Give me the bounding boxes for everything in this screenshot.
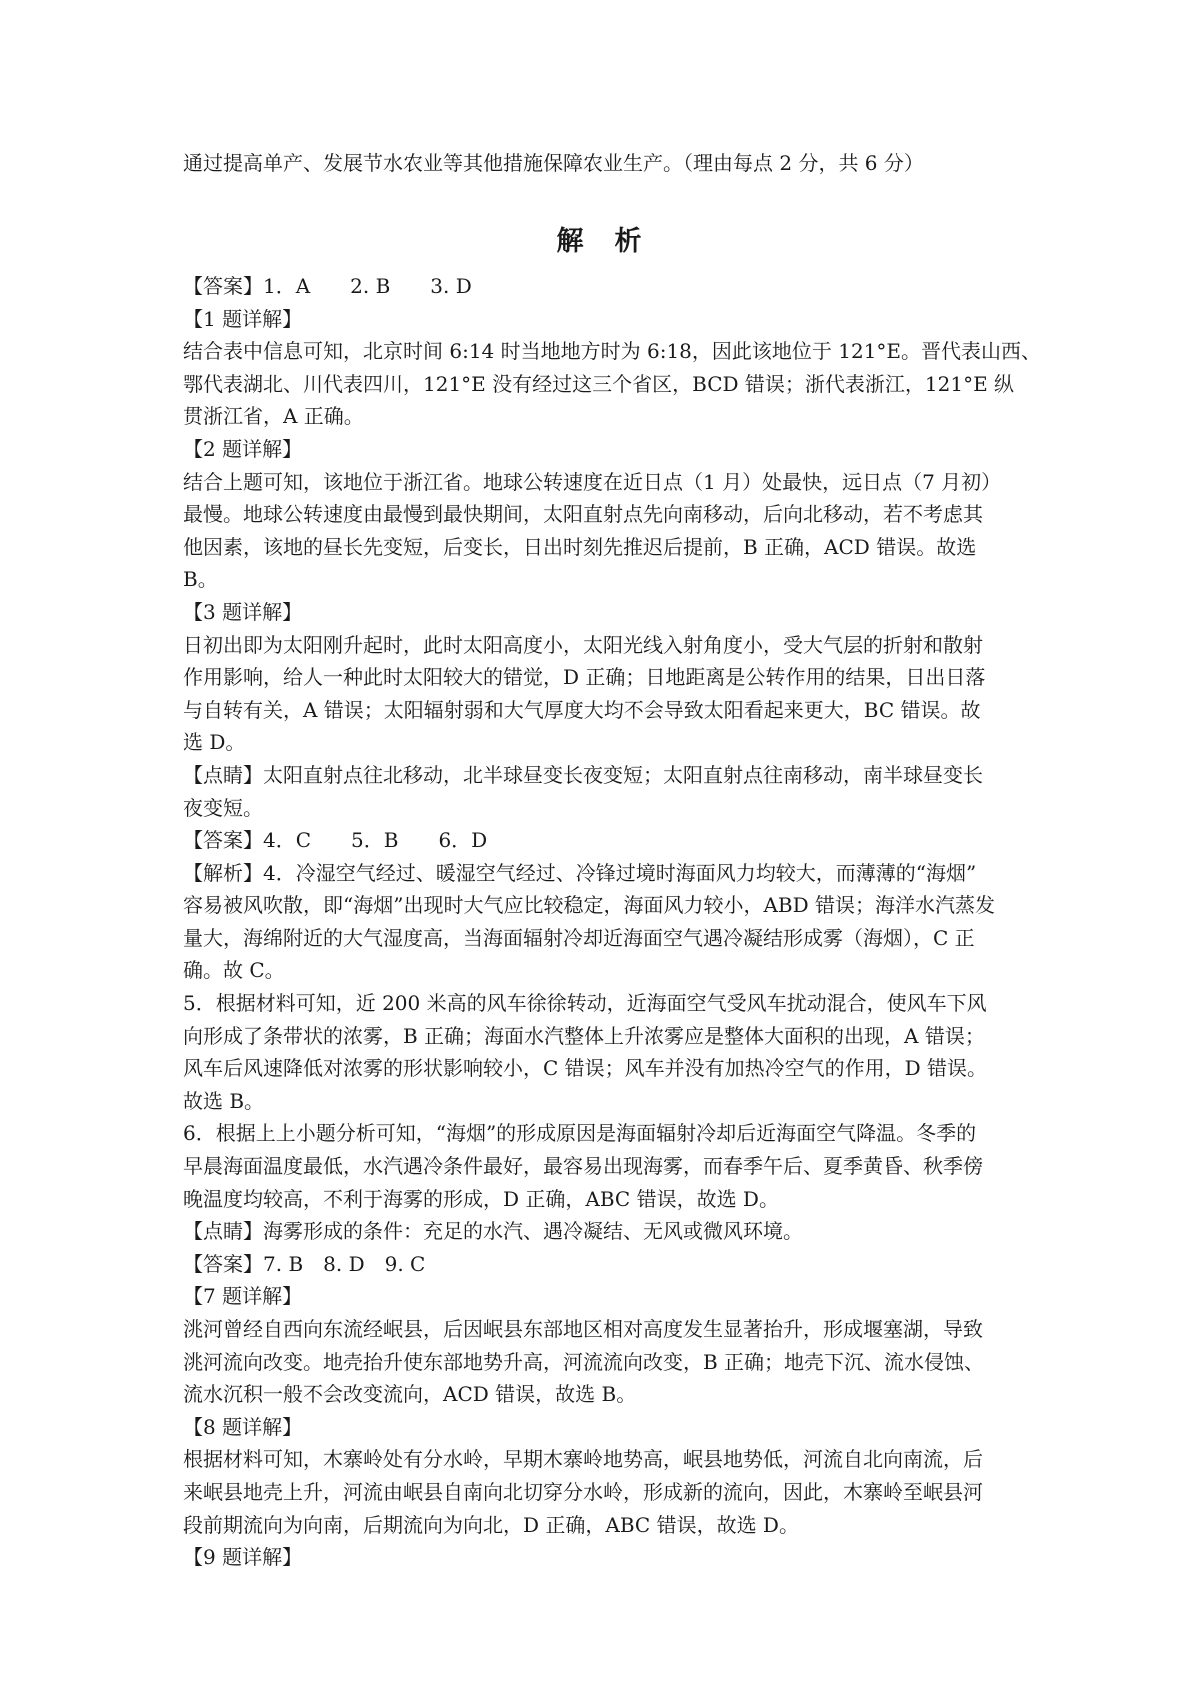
page-title: 解 析 [556,226,644,257]
text-line: 他因素，该地的昼长先变短，后变长，日出时刻先推迟后提前，B 正确，ACD 错误。故选 [183,534,977,559]
text-line: 【答案】1．A 2. B 3. D [183,274,472,298]
text-line: 结合表中信息可知，北京时间 6:14 时当地地方时为 6:18，因此该地位于 121°E。晋代表山西、 [183,339,1042,364]
text-line: 洮河曾经自西向东流经岷县，后因岷县东部地区相对高度发生显著抬升，形成堰塞湖，导致 [183,1317,983,1341]
text-line: 故选 B。 [183,1088,265,1113]
text-line: 与自转有关，A 错误；太阳辐射弱和大气厚度大均不会导致太阳看起来更大，BC 错误。故 [183,697,981,722]
text-line: 流水沉积一般不会改变流向，ACD 错误，故选 B。 [183,1382,637,1407]
text-line: 日初出即为太阳刚升起时，此时太阳高度小，太阳光线入射角度小，受大气层的折射和散射 [183,632,983,657]
text-line: 【1 题详解】 [183,306,303,331]
text-line: 早晨海面温度最低，水汽遇冷条件最好，最容易出现海雾，而春季午后、夏季黄昏、秋季傍 [183,1154,983,1179]
text-line: 6．根据上上小题分析可知，“海烟”的形成原因是海面辐射冷却后近海面空气降温。冬季的 [183,1121,977,1146]
text-line: 根据材料可知，木寨岭处有分水岭，早期木寨岭地势高，岷县地势低，河流自北向南流，后 [183,1447,983,1472]
text-line: 量大，海绵附近的大气湿度高，当海面辐射冷却近海面空气遇冷凝结形成雾（海烟），C 正 [183,925,975,950]
text-line: 5．根据材料可知，近 200 米高的风车徐徐转动，近海面空气受风车扰动混合，使风车下风 [183,991,987,1016]
text-line: 【8 题详解】 [183,1414,303,1439]
text-line: 【答案】4．C 5．B 6．D [183,828,488,853]
text-line: 结合上题可知，该地位于浙江省。地球公转速度在近日点（1 月）处最快，远日点（7 月初） [183,469,1002,494]
text-line: B。 [183,567,218,592]
intro-paragraph: 通过提高单产、发展节水农业等其他措施保障农业生产。（理由每点 2 分，共 6 分） [183,151,924,175]
text-line: 作用影响，给人一种此时太阳较大的错觉，D 正确；日地距离是公转作用的结果，日出日落 [183,665,986,690]
text-line: 夜变短。 [183,795,263,820]
text-line: 【2 题详解】 [183,436,303,461]
text-line: 最慢。地球公转速度由最慢到最快期间，太阳直射点先向南移动，后向北移动，若不考虑其 [183,502,983,527]
text-line: 晚温度均较高，不利于海雾的形成，D 正确，ABC 错误，故选 D。 [183,1186,779,1211]
text-line: 洮河流向改变。地壳抬升使东部地势升高，河流流向改变，B 正确；地壳下沉、流水侵蚀、 [183,1349,985,1374]
text-line: 选 D。 [183,730,246,755]
analysis-body [183,270,1042,1574]
text-line: 【点睛】太阳直射点往北移动，北半球昼变长夜变短；太阳直射点往南移动，南半球昼变长 [183,762,983,787]
text-line: 来岷县地壳上升，河流由岷县自南向北切穿分水岭，形成新的流向，因此，木寨岭至岷县河 [183,1479,983,1504]
text-line: 向形成了条带状的浓雾，B 正确；海面水汽整体上升浓雾应是整体大面积的出现，A 错误； [183,1023,985,1048]
text-line: 容易被风吹散，即“海烟”出现时大气应比较稳定，海面风力较小，ABD 错误；海洋水汽蒸发 [183,893,995,918]
text-line: 【7 题详解】 [183,1284,303,1309]
text-line: 风车后风速降低对浓雾的形状影响较小，C 错误；风车并没有加热冷空气的作用，D 错误。 [183,1056,988,1081]
text-line: 【点睛】海雾形成的条件：充足的水汽、遇冷凝结、无风或微风环境。 [183,1219,803,1244]
text-line: 段前期流向为向南，后期流向为向北，D 正确，ABC 错误，故选 D。 [183,1512,799,1537]
text-line: 贯浙江省，A 正确。 [183,404,364,429]
text-line: 鄂代表湖北、川代表四川，121°E 没有经过这三个省区，BCD 错误；浙代表浙江，121°E 纵 [183,371,1015,396]
text-line: 【3 题详解】 [183,599,303,624]
text-line: 【9 题详解】 [183,1545,303,1570]
text-line: 确。故 C。 [183,958,285,983]
text-line: 【答案】7. B 8. D 9. C [183,1251,426,1276]
text-line: 【解析】4．冷湿空气经过、暖湿空气经过、冷锋过境时海面风力均较大，而薄薄的“海烟” [183,860,977,885]
